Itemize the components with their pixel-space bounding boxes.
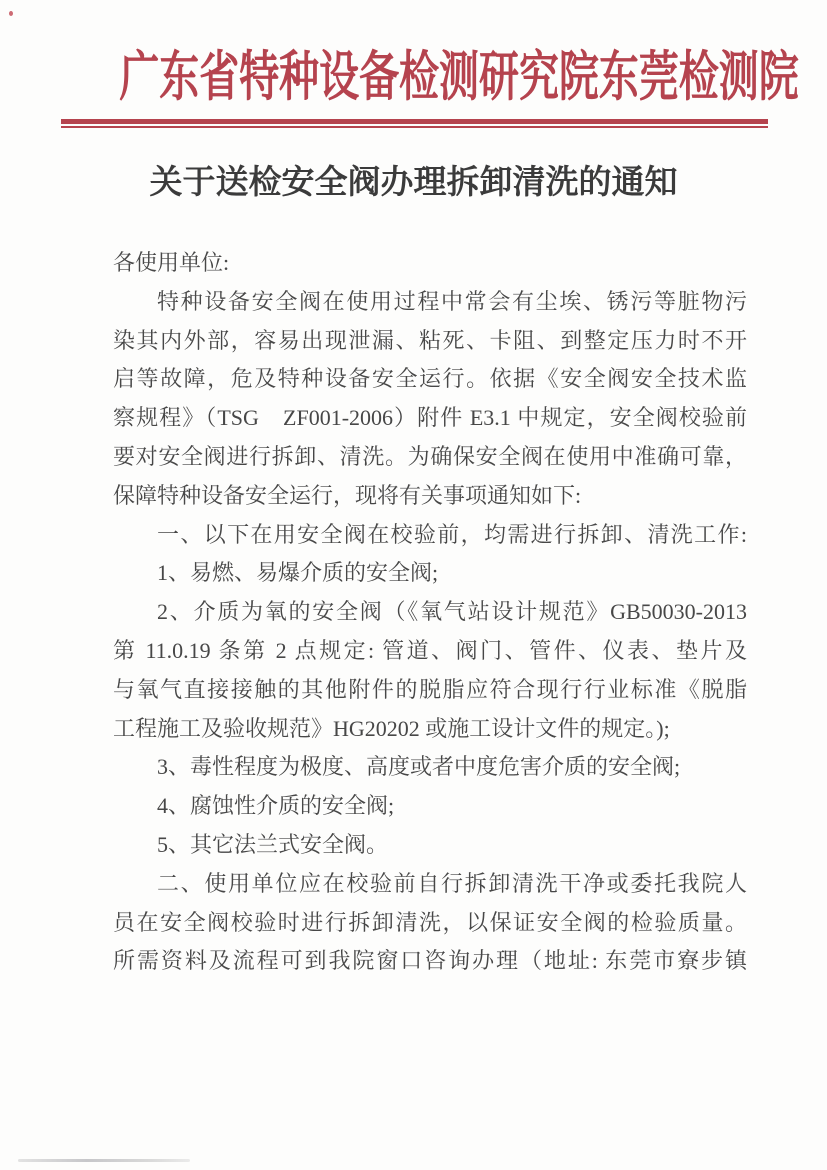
body-line: 二、使用单位应在校验前自行拆卸清洗干净或委托我院人 (157, 870, 747, 896)
header-divider-thin-line (61, 126, 768, 128)
body-line: 2、介质为氧的安全阀（《氧气站设计规范》GB50030-2013 (157, 599, 747, 625)
body-line: 与氧气直接接触的其他附件的脱脂应符合现行行业标准《脱脂 (113, 676, 747, 702)
body-line: 第 11.0.19 条第 2 点规定: 管道、阀门、管件、仪表、垫片及 (113, 637, 747, 663)
body-line: 要对安全阀进行拆卸、清洗。为确保安全阀在使用中准确可靠， (113, 443, 747, 469)
scan-smudge (18, 1159, 190, 1162)
scan-speck (9, 11, 13, 16)
body-line: 所需资料及流程可到我院窗口咨询办理（地址: 东莞市寮步镇 (113, 948, 747, 974)
document-title: 关于送检安全阀办理拆卸清洗的通知 (149, 165, 678, 201)
body-line: 一、以下在用安全阀在校验前，均需进行拆卸、清洗工作: (157, 521, 747, 547)
body-line: 3、毒性程度为极度、高度或者中度危害介质的安全阀; (157, 754, 681, 780)
body-line: 启等故障，危及特种设备安全运行。依据《安全阀安全技术监 (113, 366, 747, 392)
body-line: 1、易燃、易爆介质的安全阀; (157, 560, 439, 586)
body-line: 染其内外部，容易出现泄漏、粘死、卡阻、到整定压力时不开 (113, 327, 747, 353)
header-divider-thick-line (61, 119, 768, 124)
body-line: 察规程》（TSG ZF001-2006）附件 E3.1 中规定，安全阀校验前 (113, 405, 747, 431)
header-divider (61, 119, 768, 128)
body-line: 5、其它法兰式安全阀。 (157, 831, 389, 857)
body-line: 工程施工及验收规范》HG20202 或施工设计文件的规定。); (113, 715, 670, 741)
body-line: 4、腐蚀性介质的安全阀; (157, 793, 395, 819)
org-name-header (0, 46, 827, 108)
body-line: 员在安全阀校验时进行拆卸清洗，以保证安全阀的检验质量。 (113, 909, 747, 935)
body-line: 各使用单位: (113, 250, 230, 275)
org-name-text: 广东省特种设备检测研究院东莞检测院 (119, 47, 799, 107)
body-line: 特种设备安全阀在使用过程中常会有尘埃、锈污等脏物污 (157, 288, 747, 314)
body-line: 保障特种设备安全运行，现将有关事项通知如下: (113, 482, 582, 508)
document-body (113, 244, 747, 981)
